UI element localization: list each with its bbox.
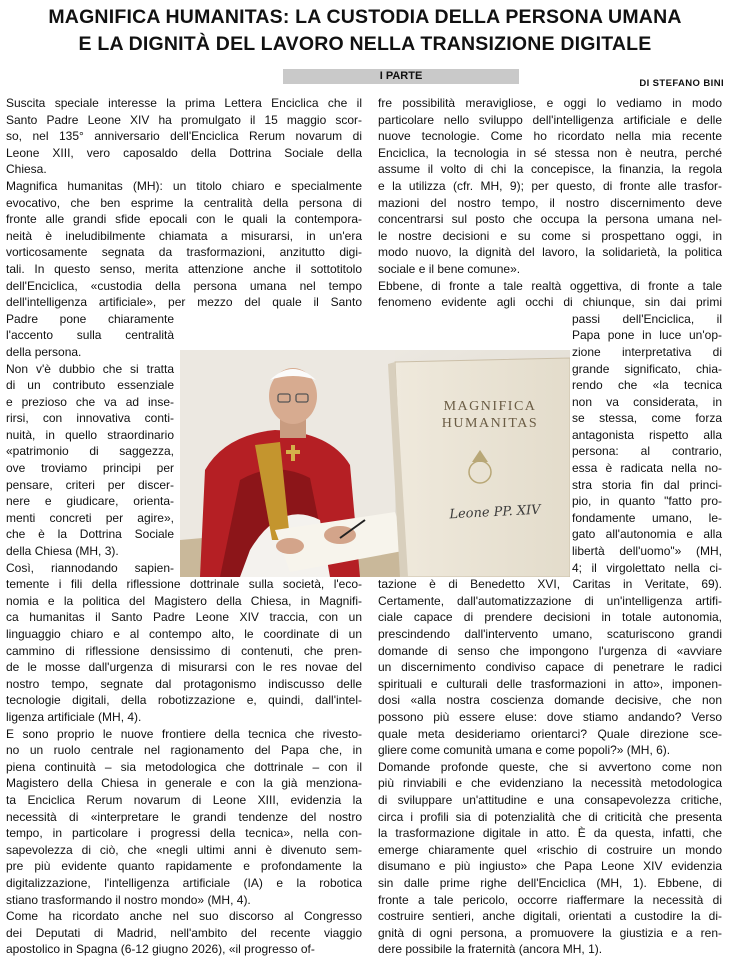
col1-line: l'accento sulla centralità — [6, 328, 174, 343]
col2-line: emerge chiaramente quel «rischio di costruire un mondo — [378, 842, 722, 857]
col2-line: un discernimento condiviso capace di penetrare le radici — [378, 660, 722, 675]
col2-line: persona: al contrario, — [572, 444, 722, 459]
col1-line: temente i fili della riflessione dottrinale sulla società, l'eco- — [6, 577, 362, 592]
col1-line: nere e giudicare, orienta- — [6, 494, 174, 509]
col1-line: della persona. — [6, 344, 82, 359]
col1-line: dei Deputati di Madrid, nell'ambito del recente viaggio — [6, 925, 362, 940]
col2-line: fondamente umano, le- — [572, 510, 722, 525]
col2-line: costruire sentieri, anche digitali, orientati a custodire la di- — [378, 909, 722, 924]
col2-line: Enciclica, la tecnologia in sé stessa non è neutra, perché — [378, 145, 722, 160]
col2-line: la trasformazione digitale in atto. È da questa, infatti, che — [378, 826, 722, 841]
col1-line: menti concreti per agire», — [6, 510, 174, 525]
author-byline: DI STEFANO BINI — [639, 78, 724, 89]
col1-line: ca humanitas il Santo Padre Leone XIV traccia, con un — [6, 610, 362, 625]
col1-line: dell'Enciclica, «custodia della persona umana nel tempo — [6, 278, 362, 293]
col1-line: ta Enciclica Rerum novarum di Leone XIII, evidenzia la — [6, 792, 362, 807]
col2-line: quale meta desideriamo orientarci? Quale direzione sce- — [378, 726, 722, 741]
col1-line: tali. In questo senso, merita attenzione anche il sottotitolo — [6, 261, 362, 276]
col1-line: di un contributo essenziale — [6, 378, 174, 393]
col1-line: evocativo, che ben esprime la centralità della persona di — [6, 195, 362, 210]
section-label: I PARTE — [283, 69, 519, 84]
col2-line: dosi «alla nostra coscienza domande decisive, che non — [378, 693, 722, 708]
col1-line: Così, riannodando sapien- — [6, 560, 174, 575]
col1-line: neità è ineludibilmente chiamata a misurarsi, in un'era — [6, 228, 362, 243]
col2-line: gliere come comunità umana e come popoli?» (MH, 6). — [378, 743, 671, 758]
book-title-text — [420, 398, 560, 432]
col2-line: assume il volto di chi la concepisce, la finanzia, la regola — [378, 162, 722, 177]
col1-line: apostolico in Spagna (6-12 giugno 2026), «il progresso of- — [6, 942, 315, 957]
col2-line: Ebbene, di fronte a tale realtà oggettiva, di fronte a tale — [378, 278, 722, 293]
col1-line: Non v'è dubbio che si tratta — [6, 361, 174, 376]
col2-line: più rinviabili e che evidenziano la necessità metodologica — [378, 776, 722, 791]
col2-line: sociale e il bene comune». — [378, 261, 521, 276]
col2-line: disumano e più ingiusto» che Papa Leone XIV evidenzia — [378, 859, 722, 874]
col1-line: piena continuità – sia metodologica che dottrinale – con il — [6, 759, 362, 774]
col2-line: 4; il virgolettato nella ci- — [572, 560, 722, 575]
col1-line: linguaggio chiaro e al contempo alto, le coordinate di un — [6, 627, 362, 641]
col2-line: passi dell'Enciclica, il — [572, 311, 722, 326]
col2-line: pio, in quanto "fatto pro- — [572, 494, 722, 509]
col2-line: libertà dell'uomo"» (MH, — [572, 544, 722, 559]
col2-line: essa è radicata nella no- — [572, 461, 722, 476]
book-title-line-2: HUMANITAS — [441, 416, 539, 431]
col1-line: so, nel 135° anniversario dell'Enciclica Rerum novarum di — [6, 129, 362, 144]
photo-illustration — [180, 350, 570, 577]
col1-line: fronte alle grandi sfide epocali con le quali la contempora- — [6, 212, 362, 227]
col2-line: possono più essere eluse: dove stiamo andando? Verso — [378, 709, 722, 724]
article-title — [0, 4, 730, 58]
col1-line: pensare, criteri per discer- — [6, 477, 174, 492]
col2-line: di sviluppare un'attitudine e una consapevolezza critiche, — [378, 792, 722, 807]
col1-line: Magistero della Chiesa in generale e con la già menziona- — [6, 776, 362, 791]
col1-line: nostro tempo, segnate dal protagonismo indiscusso delle — [6, 676, 362, 691]
col2-line: fre possibilità meravigliose, e oggi lo vediamo in modo — [378, 96, 722, 110]
article-title-line-2: E LA DIGNITÀ DEL LAVORO NELLA TRANSIZIONE DIGITALE — [78, 33, 652, 55]
col1-line: e prezioso che va ad inse- — [6, 394, 174, 409]
col2-line: circa i profili sia di potenzialità che di criticità che presenta — [378, 809, 722, 824]
col1-line: ligenza artificiale (MH, 4). — [6, 709, 142, 724]
article-title-line-1: MAGNIFICA HUMANITAS: LA CUSTODIA DELLA PERSONA UMANA — [48, 6, 682, 28]
col2-line: fenomeno evidente agli occhi di chiunque, sin dai primi — [378, 295, 722, 310]
col2-line: non va considerata, in — [572, 394, 722, 409]
col2-line: tazione è di Benedetto XVI, Caritas in Veritate, 69). — [378, 577, 722, 592]
col1-line: Padre pone chiaramente — [6, 311, 174, 326]
col1-line: pre più evidente quanto rapidamente e profondamente la — [6, 859, 362, 874]
col2-line: gato all'autonomia e alla — [572, 527, 722, 542]
col1-line: no un ruolo centrale nel ragionamento del Papa che, in — [6, 743, 362, 758]
col2-line: prescindendo dall'intervento umano, scaturiscono grandi — [378, 627, 722, 641]
col1-line: «patrimonio di saggezza, — [6, 444, 174, 459]
col1-line: cammino di riflessione densissimo di contenuti, che pren- — [6, 643, 362, 658]
col2-line: rendo che «la tecnica — [572, 378, 722, 393]
col1-line: Come ha ricordato anche nel suo discorso al Congresso — [6, 909, 362, 924]
col2-line: dere possibile la fraternità (ancora MH, 1). — [378, 942, 603, 957]
book-title-line-1: MAGNIFICA — [443, 399, 537, 414]
col1-line: stiano trasformando il nostro mondo» (MH, 4). — [6, 892, 251, 907]
col2-line: particolare nello sviluppo dell'intelligenza artificiale e delle — [378, 112, 722, 127]
col1-line: Leone XIII, vero caposaldo della Dottrina Sociale della — [6, 145, 362, 160]
col1-line: sapevolezza di ciò, che «negli ultimi anni è divenuto sem- — [6, 842, 362, 857]
col1-line: rirsi, con innovativa conti- — [6, 411, 174, 426]
col1-line: necessità di «interpretare le grandi tendenze del nostro — [6, 809, 362, 824]
col2-line: se stessa, come forza — [572, 411, 722, 426]
col1-line: digitalizzazione, l'intelligenza artificiale (IA) e la robotica — [6, 875, 362, 890]
col2-line: fronte a tale pericolo, occorre riaffermare la necessità di — [378, 892, 722, 907]
col1-line: Suscita speciale interesse la prima Lettera Enciclica che il — [6, 96, 362, 110]
col2-line: gnità di ogni persona, a promuovere la giustizia e a ren- — [378, 925, 722, 940]
col1-line: ove troviamo principi per — [6, 461, 174, 476]
col2-line: spirituali e culturali delle trasformazioni in atto», imponen- — [378, 676, 722, 691]
pope-signing-photo — [180, 350, 570, 577]
col1-line: nuità, in quello straordinario — [6, 427, 174, 442]
col2-line: le nostre decisioni e su come si prospettano oggi, in — [378, 228, 722, 243]
col2-line: grande significato, chia- — [572, 361, 722, 376]
col1-line: de le mosse dall'urgenza di misurarsi con le res novae del — [6, 660, 362, 675]
col1-line: Chiesa. — [6, 162, 47, 177]
col1-line: che è la Dottrina Sociale — [6, 527, 174, 542]
col2-line: modo nuovo, la dignità del lavoro, la solidarietà, la politica — [378, 245, 722, 260]
col2-line: Papa pone in luce un'op- — [572, 328, 722, 343]
col1-line: E sono proprio le nuove frontiere della tecnica che rivesto- — [6, 726, 362, 741]
col1-line: Santo Padre Leone XIV ha promulgato il 15 maggio scor- — [6, 112, 362, 127]
col2-line: nuove tecnologie. Come ho ricordato nella mia recente — [378, 129, 722, 144]
col2-line: Domande profonde queste, che si avvertono come non — [378, 759, 722, 774]
col2-line: domande di senso che impongono l'urgenza di «avviare — [378, 643, 722, 658]
col1-line: nomia e la politica del Magistero della Chiesa, in Magnifi- — [6, 593, 362, 608]
col2-line: concentrarsi sul posto che occupa la persona umana nel- — [378, 212, 722, 227]
col2-line: stra storia fin dal princi- — [572, 477, 722, 492]
col1-line: dell'intelligenza artificiale», per mezzo del quale il Santo — [6, 295, 362, 310]
col2-line: ciale capace di prendere decisioni in totale autonomia, — [378, 610, 722, 625]
col1-line: della Chiesa (MH, 3). — [6, 544, 119, 559]
col1-line: tempo, in particolare i progressi della tecnica», nella con- — [6, 826, 362, 841]
col1-line: tecnologie digitali, della robotizzazione e, quindi, dall'intel- — [6, 693, 362, 708]
col2-line: mazioni del nostro tempo, il nostro discernimento deve — [378, 195, 722, 210]
col1-line: vorticosamente segnata da trasformazioni, anzitutto digi- — [6, 245, 362, 260]
col1-line: Magnifica humanitas (MH): un titolo chiaro e specialmente — [6, 178, 362, 193]
col2-line: antagonista rispetto alla — [572, 427, 722, 442]
col2-line: e la utilizza (cfr. MH, 9); per questo, di fronte alle trasfor- — [378, 178, 722, 193]
col2-line: Certamente, dall'automatizzazione di un'intelligenza artifi- — [378, 593, 722, 608]
col2-line: sin dalle prime righe dell'Enciclica (MH, 1). Ebbene, di — [378, 875, 722, 890]
col2-line: zione interpretativa di — [572, 344, 722, 359]
signature-text: Leone PP. XIV — [449, 502, 541, 523]
